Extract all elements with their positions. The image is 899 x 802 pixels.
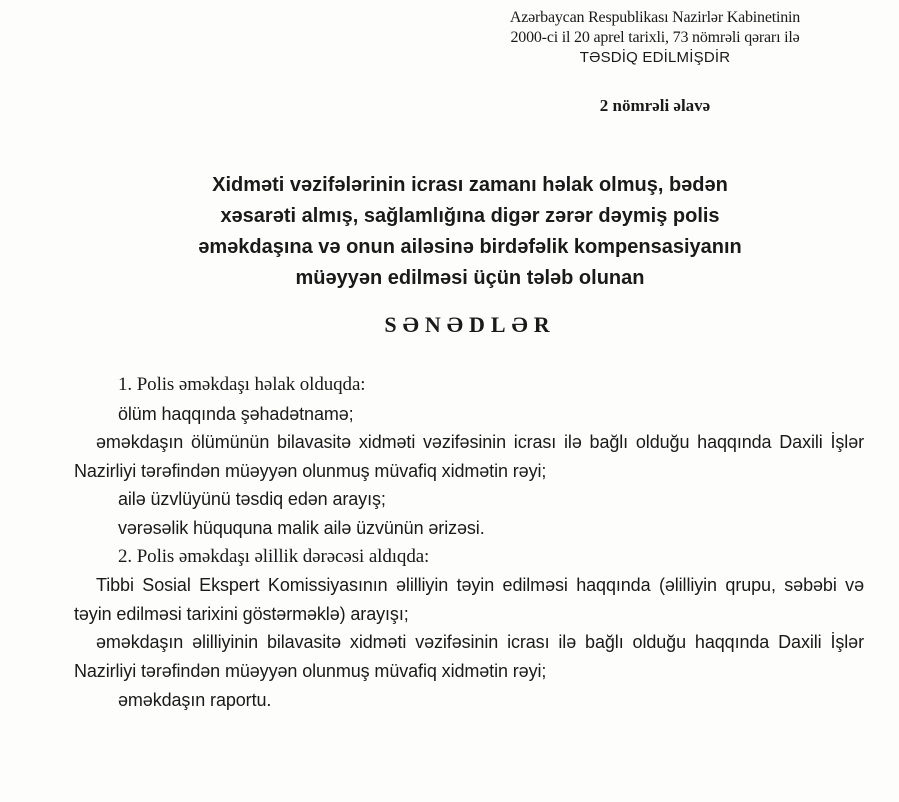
- section-1-item-heir-application: vərəsəlik hüququna malik ailə üzvünün ərizəsi.: [118, 517, 485, 538]
- section-1-item-family-certificate: ailə üzvlüyünü təsdiq edən arayış;: [118, 489, 386, 510]
- section-1-item-service-opinion: əməkdaşın ölümünün bilavasitə xidməti vəzifəsinin icrası ilə bağlı olduğu haqqında Daxili İşlər Nazirliyi tərəfindən müəyyən olunmuş müvafiq xidmətin rəyi;: [74, 432, 864, 481]
- section-1-heading: 1. Polis əməkdaşı həlak olduqda:: [118, 374, 366, 395]
- section-2-heading: 2. Polis əməkdaşı əlillik dərəcəsi aldıqda:: [118, 545, 430, 567]
- approval-line-1: Azərbaycan Respublikası Nazirlər Kabinetinin: [509, 9, 801, 26]
- approval-line-2: 2000-ci il 20 aprel tarixli, 73 nömrəli qərarı ilə: [510, 29, 800, 46]
- title-line-3: əməkdaşına və onun ailəsinə birdəfəlik kompensasiyanın: [198, 236, 742, 258]
- title-line-1: Xidməti vəzifələrinin icrası zamanı həlak olmuş, bədən: [212, 174, 728, 196]
- approval-stamp: TƏSDİQ EDİLMİŞDİR: [579, 49, 731, 66]
- section-1-item-death-certificate: ölüm haqqında şəhadətnamə;: [118, 403, 354, 424]
- section-2-item-report: əməkdaşın raportu.: [118, 689, 272, 710]
- section-heading: SƏNƏDLƏR: [384, 312, 556, 337]
- document-body: [74, 371, 864, 714]
- section-2-item-service-opinion: əməkdaşın əlilliyinin bilavasitə xidməti vəzifəsinin icrası ilə bağlı olduğu haqqında Daxili İşlər Nazirliyi tərəfindən müəyyən olunmuş müvafiq xidmətin rəyi;: [74, 632, 864, 681]
- title-line-2: xəsarəti almış, sağlamlığına digər zərər dəymiş polis: [220, 205, 720, 227]
- section-2-item-medical-certificate: Tibbi Sosial Ekspert Komissiyasının əlilliyin təyin edilməsi haqqında (əlilliyin qrupu, səbəbi və təyin edilməsi tarixini göstərməklə) arayışı;: [74, 575, 864, 624]
- approval-block: [440, 8, 870, 68]
- document-title: [80, 170, 860, 294]
- annex-number: 2 nömrəli əlavə: [599, 96, 711, 115]
- title-line-4: müəyyən edilməsi üçün tələb olunan: [295, 267, 645, 289]
